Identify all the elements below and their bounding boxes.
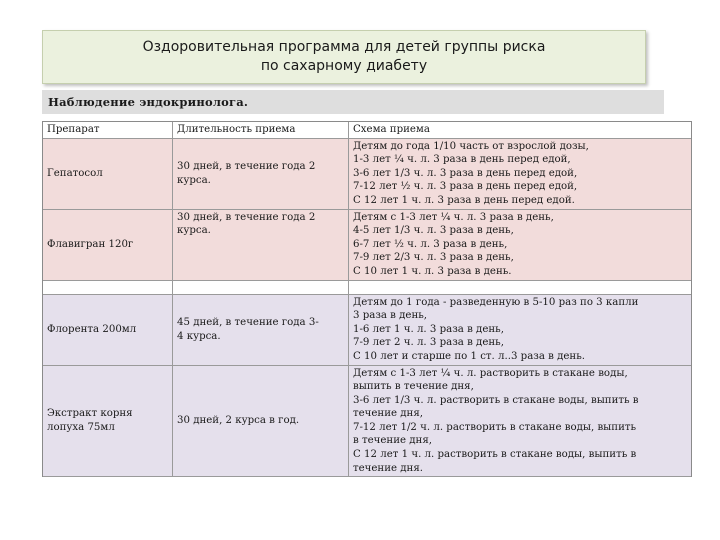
title-line-2: по сахарному диабету <box>260 58 428 74</box>
scheme-line: Детям с 1-3 лет ¼ ч. л. 3 раза в день, <box>353 211 554 223</box>
table-spacer-row <box>43 281 691 295</box>
header-drug: Препарат <box>43 122 173 138</box>
scheme-line: С 10 лет и старше по 1 ст. л..3 раза в день. <box>353 350 585 362</box>
duration-line: 30 дней, 2 курса в год. <box>177 415 300 427</box>
scheme-line: течение дня, <box>353 408 424 420</box>
header-scheme: Схема приема <box>353 124 430 135</box>
duration-line: курса. <box>177 174 211 186</box>
scheme <box>349 210 689 280</box>
scheme-line: С 10 лет 1 ч. л. 3 раза в день. <box>353 265 512 277</box>
duration <box>173 139 349 209</box>
scheme-line: Детям с 1-3 лет ¼ ч. л. растворить в стакане воды, <box>353 367 628 379</box>
drug-name <box>43 366 173 477</box>
table-row <box>43 139 691 210</box>
scheme-line: 4-5 лет 1/3 ч. л. 3 раза в день, <box>353 225 514 237</box>
duration-line: курса. <box>177 225 211 237</box>
scheme-line: С 12 лет 1 ч. л. 3 раза в день перед едой. <box>353 194 575 206</box>
drug-name <box>43 295 173 365</box>
duration-line: 30 дней, в течение года 2 <box>177 211 316 223</box>
duration-line: 45 дней, в течение года 3- <box>177 316 319 328</box>
duration-line: 30 дней, в течение года 2 <box>177 160 316 172</box>
drug-name-line: Экстракт корня <box>47 408 133 420</box>
section-subtitle: Наблюдение эндокринолога. <box>42 90 664 114</box>
drug-name <box>43 210 173 280</box>
table-row <box>43 210 691 281</box>
scheme-line: в течение дня, <box>353 435 432 447</box>
treatment-table <box>42 121 692 477</box>
table-row <box>43 366 691 478</box>
scheme-line: Детям до 1 года - разведенную в 5-10 раз по 3 капли <box>353 296 639 308</box>
scheme <box>349 139 689 209</box>
drug-name <box>43 139 173 209</box>
table-header-row <box>43 122 691 139</box>
drug-name-text: Флавигран 120г <box>47 238 134 250</box>
scheme-line: 1-3 лет ¼ ч. л. 3 раза в день перед едой, <box>353 154 571 166</box>
page-title <box>42 30 646 84</box>
duration <box>173 210 349 280</box>
scheme <box>349 366 689 477</box>
scheme-line: С 12 лет 1 ч. л. растворить в стакане воды, выпить в <box>353 449 637 461</box>
scheme-line: 3 раза в день, <box>353 310 428 322</box>
header-duration: Длительность приема <box>173 122 349 138</box>
spacer-cell <box>173 281 349 294</box>
duration-line: 4 курса. <box>177 330 221 342</box>
scheme-line: Детям до года 1/10 часть от взрослой дозы, <box>353 140 589 152</box>
duration <box>173 366 349 477</box>
duration <box>173 295 349 365</box>
spacer-cell <box>43 281 173 294</box>
scheme-line: 1-6 лет 1 ч. л. 3 раза в день, <box>353 323 504 335</box>
scheme-line: 3-6 лет 1/3 ч. л. растворить в стакане воды, выпить в <box>353 394 639 406</box>
drug-name-line: лопуха 75мл <box>47 421 115 433</box>
scheme-line: течение дня. <box>353 462 424 474</box>
table-row <box>43 295 691 366</box>
spacer-cell <box>349 281 689 294</box>
drug-name-text: Гепатосол <box>47 167 103 179</box>
scheme-line: 7-12 лет ½ ч. л. 3 раза в день перед едой, <box>353 181 578 193</box>
title-line-1: Оздоровительная программа для детей группы риска <box>142 39 546 55</box>
scheme-line: 3-6 лет 1/3 ч. л. 3 раза в день перед едой, <box>353 167 578 179</box>
scheme <box>349 295 689 365</box>
scheme-line: 7-9 лет 2 ч. л. 3 раза в день, <box>353 337 504 349</box>
scheme-line: 7-9 лет 2/3 ч. л. 3 раза в день, <box>353 252 514 264</box>
scheme-line: 7-12 лет 1/2 ч. л. растворить в стакане воды, выпить <box>353 421 637 433</box>
drug-name-text: Флорента 200мл <box>47 323 137 335</box>
scheme-line: выпить в течение дня, <box>353 381 474 393</box>
scheme-line: 6-7 лет ½ ч. л. 3 раза в день, <box>353 238 508 250</box>
